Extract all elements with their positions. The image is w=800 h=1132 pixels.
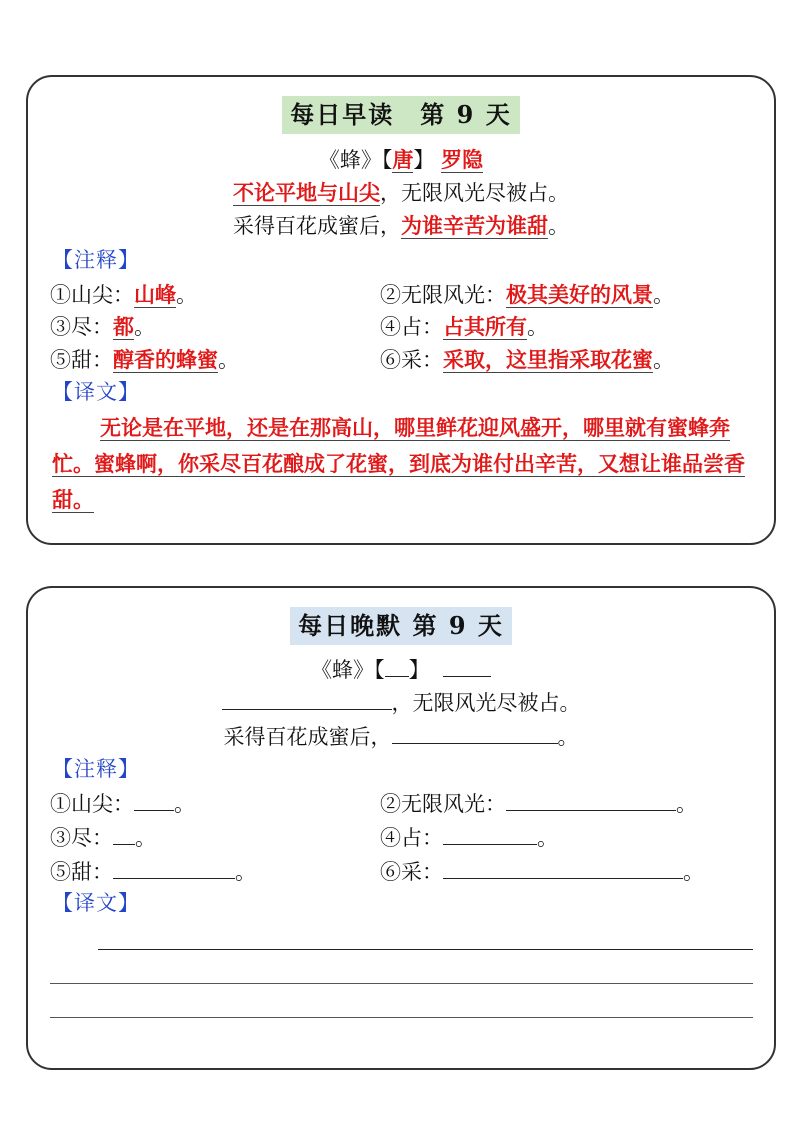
poem-heading — [28, 145, 774, 175]
dynasty-blank[interactable] — [385, 654, 409, 677]
note-answer: 山峰 — [134, 282, 176, 307]
note-blank[interactable] — [443, 822, 537, 845]
note-1: ①山尖：山峰。 — [50, 282, 197, 307]
poem-line-2 — [28, 721, 774, 752]
note-answer: 采取，这里指采取花蜜 — [443, 347, 653, 372]
note-4: ④占： 。 — [380, 822, 558, 853]
notes-header: 【注释】 — [52, 757, 140, 781]
note-blank[interactable] — [134, 788, 174, 811]
poem-line-2-end: 。 — [557, 725, 579, 749]
morning-reading-card — [26, 75, 776, 545]
note-3: ③尽：都。 — [50, 314, 155, 339]
dynasty-close-bracket: 】 — [408, 658, 430, 682]
poem-heading — [28, 654, 774, 685]
note-1: ①山尖： 。 — [50, 788, 195, 819]
poem-line-2 — [28, 211, 774, 241]
note-5: ⑤甜： 。 — [50, 856, 256, 887]
note-answer: 醇香的蜂蜜 — [113, 347, 218, 372]
poem-line-2-text: 采得百花成蜜后， — [233, 214, 401, 238]
translation-blank-line-2[interactable] — [50, 983, 753, 984]
note-answer: 极其美好的风景 — [506, 282, 653, 307]
translation-text: 无论是在平地，还是在那高山，哪里鲜花迎风盛开，哪里就有蜜蜂奔忙。蜜蜂啊，你采尽百花酿成了花蜜，到底为谁付出辛苦，又想让谁品尝香甜。 — [52, 415, 745, 512]
evening-dictation-card — [26, 586, 776, 1070]
poem-title: 《蜂》 — [311, 658, 375, 682]
translation-blank-line-1[interactable] — [98, 949, 753, 950]
note-5: ⑤甜：醇香的蜂蜜。 — [50, 347, 239, 372]
poem-line-1 — [28, 178, 774, 208]
poem-line-1-answer: 不论平地与山尖 — [233, 180, 380, 205]
poem-line-2-text: 采得百花成蜜后， — [223, 725, 392, 749]
notes-header: 【注释】 — [52, 248, 140, 272]
poem-line-1-blank[interactable] — [222, 687, 392, 710]
poem-line-2-end: 。 — [548, 214, 569, 238]
poem-line-2-blank[interactable] — [392, 721, 558, 744]
morning-title: 每日早读 第 9 天 — [28, 96, 774, 134]
dynasty-answer: 唐 — [392, 147, 414, 172]
translation-header: 【译文】 — [52, 380, 140, 404]
note-4: ④占：占其所有。 — [380, 314, 548, 339]
translation-header: 【译文】 — [52, 891, 140, 915]
note-answer: 都 — [113, 314, 134, 339]
translation-blank-line-3[interactable] — [50, 1017, 753, 1018]
evening-title: 每日晚默 第 9 天 — [28, 607, 774, 645]
note-answer: 占其所有 — [443, 314, 527, 339]
poem-line-1-text: ，无限风光尽被占。 — [380, 181, 569, 205]
poem-line-2-answer: 为谁辛苦为谁甜 — [401, 213, 548, 238]
dynasty-open-bracket: 【 — [381, 148, 393, 172]
note-blank[interactable] — [113, 856, 235, 879]
note-blank[interactable] — [113, 822, 135, 845]
author-answer: 罗隐 — [441, 147, 484, 172]
note-3: ③尽： 。 — [50, 822, 156, 853]
dynasty-close-bracket: 】 — [413, 148, 435, 172]
poem-title: 《蜂》 — [318, 148, 382, 172]
author-blank[interactable] — [443, 654, 491, 677]
note-2: ②无限风光：极其美好的风景。 — [380, 282, 674, 307]
note-blank[interactable] — [506, 788, 676, 811]
poem-line-1-text: ，无限风光尽被占。 — [391, 691, 581, 715]
poem-line-1 — [28, 687, 774, 718]
dynasty-open-bracket: 【 — [374, 658, 385, 682]
note-6: ⑥采： 。 — [380, 856, 704, 887]
note-6: ⑥采：采取，这里指采取花蜜。 — [380, 347, 674, 372]
note-2: ②无限风光： 。 — [380, 788, 697, 819]
note-blank[interactable] — [443, 856, 683, 879]
